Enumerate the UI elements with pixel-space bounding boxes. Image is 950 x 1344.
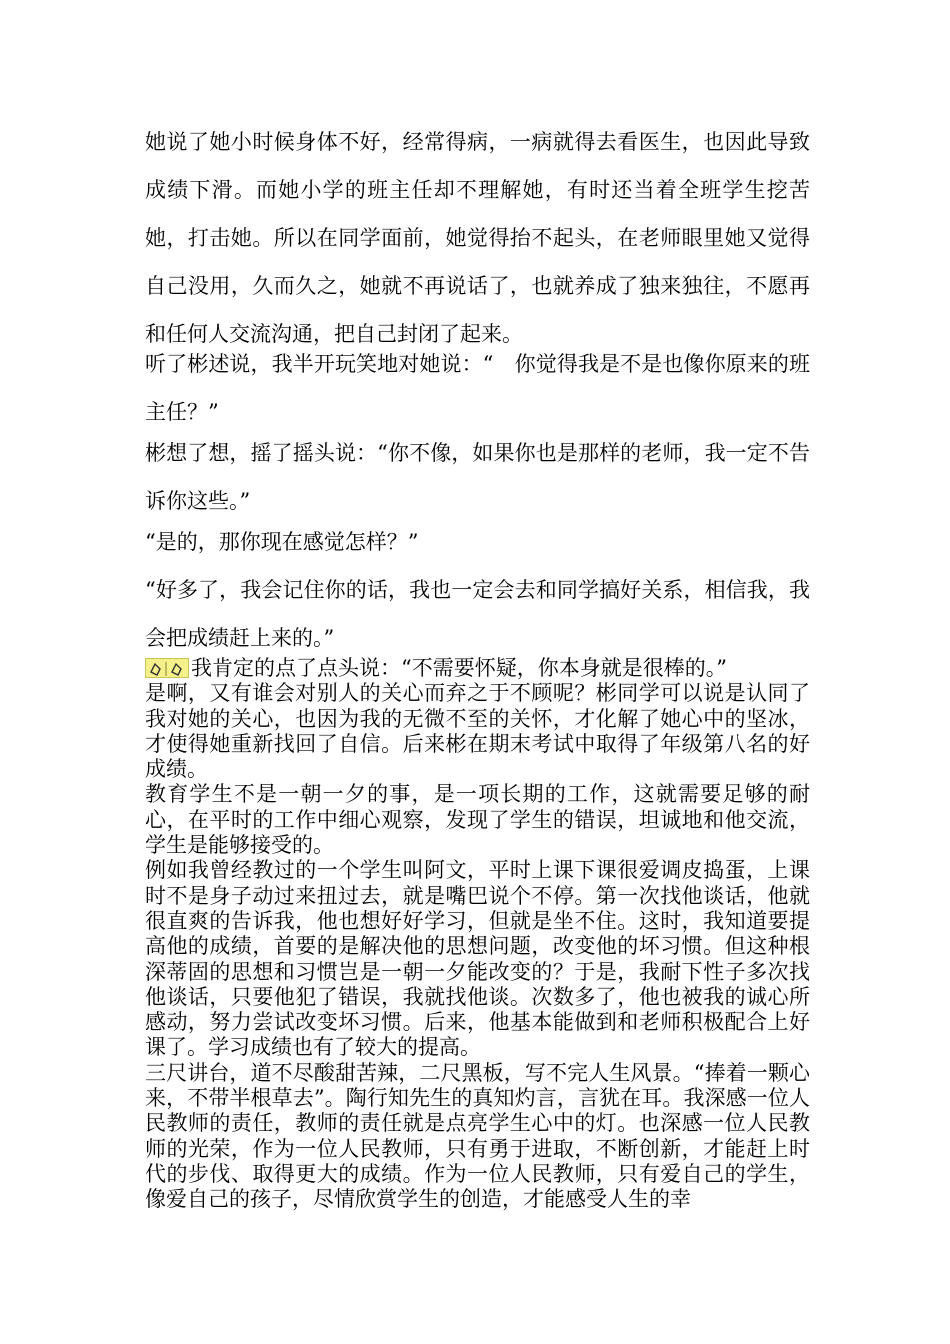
- paragraph-promise: “好多了，我会记住你的话，我也一定会去和同学搞好关系，相信我，我会把成绩赶上来的。”: [145, 578, 810, 650]
- paragraph-patience: 教育学生不是一朝一夕的事，是一项长期的工作，这就需要足够的耐心，在平时的工作中细心观察，发现了学生的错误，坦诚地和他交流，学生是能够接受的。: [145, 782, 810, 858]
- paragraph-teacher-duty: 三尺讲台，道不尽酸甜苦辣，二尺黑板，写不完人生风景。“捧着一颗心来，不带半根草去”。陶行知先生的真知灼言，言犹在耳。我深感一位人民教师的责任，教师的责任就是点亮学生心中的灯。也深感一位人民教师的光荣，作为一位人民教师，只有勇于进取，不断创新，才能赶上时代的步伐、取得更大的成绩。作为一位人民教师，只有爱自己的学生，像爱自己的孩子，尽情欣赏学生的创造，才能感受人生的幸: [145, 1060, 810, 1212]
- paragraph-bin-answer: 彬想了想，摇了摇头说：“你不像，如果你也是那样的老师，我一定不告诉你这些。”: [145, 441, 810, 513]
- paragraph-joke-question: 听了彬述说，我半开玩笑地对她说：“ 你觉得我是不是也像你原来的班主任？”: [145, 352, 810, 424]
- paragraph-nod-text: 我肯定的点了点头说：“不需要怀疑，你本身就是很棒的。”: [191, 656, 727, 680]
- paragraph-childhood: 她说了她小时候身体不好，经常得病，一病就得去看医生，也因此导致成绩下滑。而她小学的班主任却不理解她，有时还当着全班学生挖苦她，打击她。所以在同学面前，她觉得抬不起头，在老师眼里她又觉得自己没用，久而久之，她就不再说话了，也就养成了独来独往，不愿再和任何人交流沟通，把自己封闭了起来。: [145, 130, 810, 346]
- paragraph-how-feel: “是的，那你现在感觉怎样？”: [145, 530, 419, 554]
- paragraph-nod: [145, 656, 810, 681]
- emoji-placeholder-icon: [145, 658, 189, 678]
- paragraph-awen-example: 例如我曾经教过的一个学生叫阿文，平时上课下课很爱调皮捣蛋，上课时不是身子动过来扭过去，就是嘴巴说个不停。第一次找他谈话，他就很直爽的告诉我，他也想好好学习，但就是坐不住。这时，我知道要提高他的成绩，首要的是解决他的思想问题，改变他的坏习惯。但这种根深蒂固的思想和习惯岂是一朝一夕能改变的？于是，我耐下性子多次找他谈话，只要他犯了错误，我就找他谈。次数多了，他也被我的诚心所感动，努力尝试改变坏习惯。后来，他基本能做到和老师积极配合上好课了。学习成绩也有了较大的提高。: [145, 858, 810, 1060]
- paragraph-reflection: 是啊，又有谁会对别人的关心而弃之于不顾呢？彬同学可以说是认同了我对她的关心，也因为我的无微不至的关怀，才化解了她心中的坚冰，才使得她重新找回了自信。后来彬在期末考试中取得了年级第八名的好成绩。: [145, 681, 810, 782]
- tight-text-block: [145, 656, 810, 1213]
